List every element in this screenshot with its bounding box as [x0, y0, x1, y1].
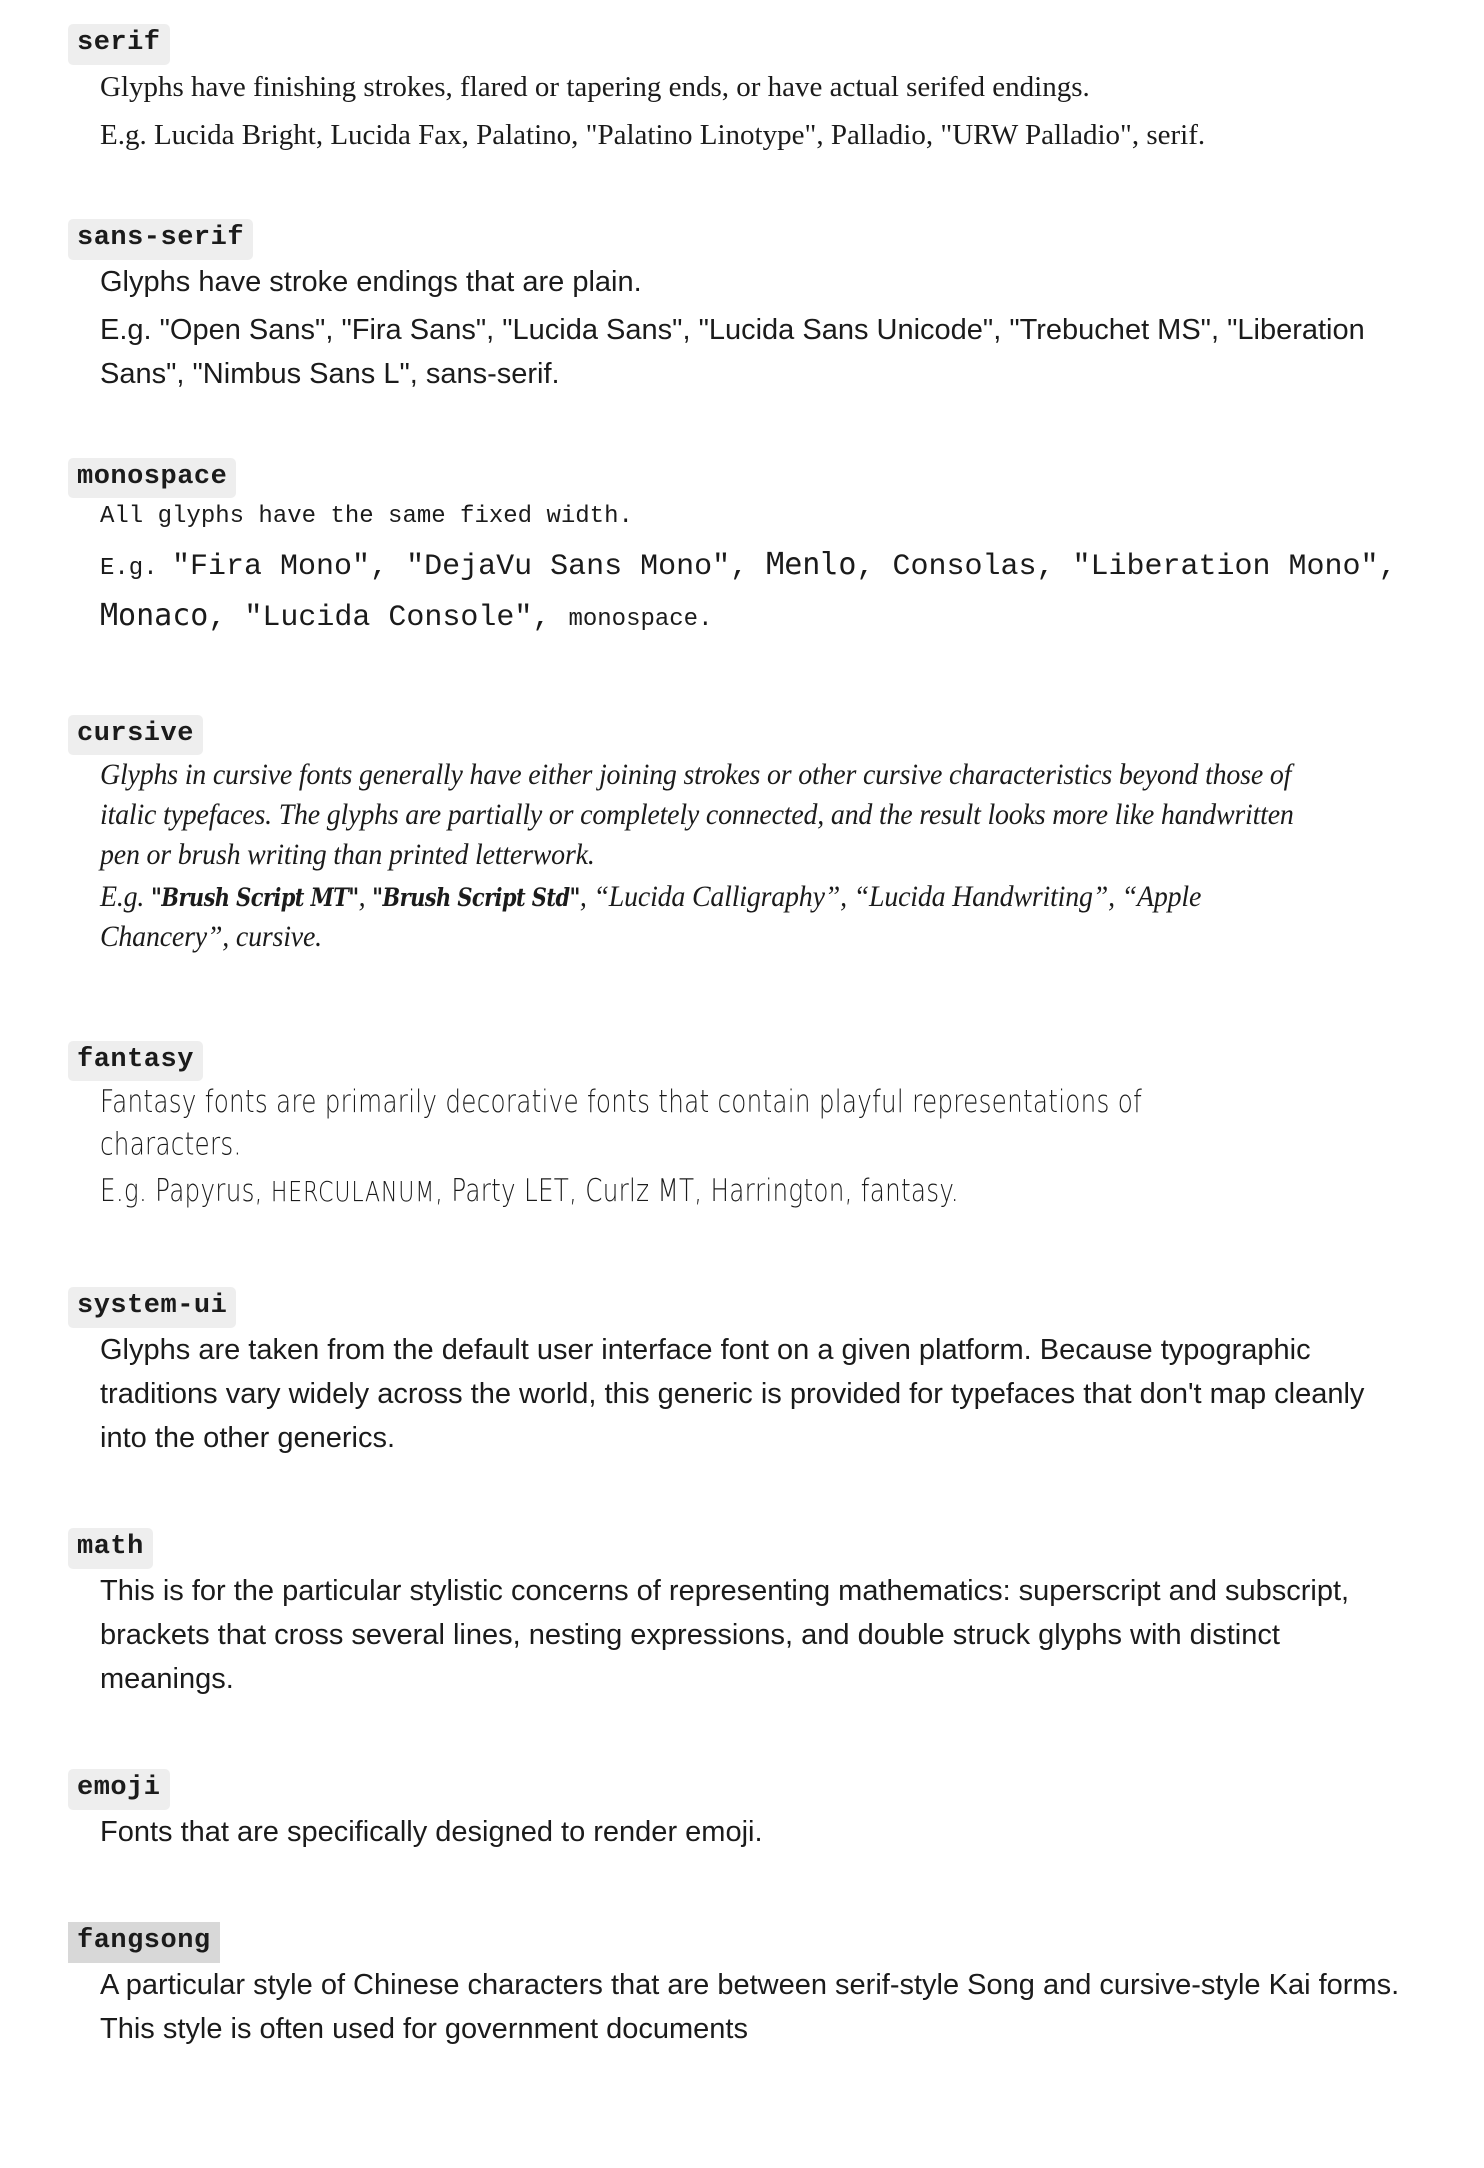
code-badge-emoji: emoji [68, 1769, 170, 1810]
term-emoji [0, 1745, 1484, 1810]
description-sans-serif [0, 260, 1400, 396]
code-badge-serif: serif [68, 24, 170, 65]
code-badge-sans-serif: sans-serif [68, 219, 253, 260]
fantasy-run-herculanum: HERCULANUM [270, 1176, 436, 1209]
term-serif [0, 0, 1484, 65]
math-definition-line: This is for the particular stylistic concerns of representing mathematics: superscript and subscript, brackets that cross several lines, nesting expressions, and double struck glyphs with distinct meanings. [100, 1574, 1350, 1695]
spacer [0, 1229, 1484, 1263]
mono-run-suffix: monospace. [568, 605, 713, 633]
description-fangsong [0, 1963, 1400, 2051]
mono-run-comma1: , [730, 550, 767, 585]
spacer [0, 185, 1484, 195]
serif-definition-line: Glyphs have finishing strokes, flared or tapering ends, or have actual serifed endings. [100, 70, 1090, 103]
section-sans-serif [0, 195, 1484, 424]
term-cursive [0, 691, 1484, 756]
fantasy-run-rest: , Party LET, Curlz MT, Harrington, fantasy. [435, 1172, 959, 1210]
spacer [0, 1484, 1484, 1504]
mono-run-comma3: , [1378, 550, 1397, 585]
monospace-examples-line [100, 541, 1400, 642]
spacer [0, 671, 1484, 691]
mono-run-monaco: Monaco [100, 597, 209, 633]
description-serif [0, 65, 1400, 157]
emoji-definition-line: Fonts that are specifically designed to render emoji. [100, 1815, 763, 1848]
cursive-text-wrap [100, 755, 1309, 956]
mono-run-menlo: Menlo [766, 547, 857, 583]
monospace-definition-line: All glyphs have the same fixed width. [100, 503, 633, 531]
cursive-run-brush-std: "Brush Script Std" [372, 882, 580, 912]
section-cursive [0, 691, 1484, 983]
code-badge-fantasy: fantasy [68, 1041, 203, 1082]
spacer [0, 983, 1484, 1017]
mono-run-lucida: "Lucida Console" [244, 600, 533, 635]
section-monospace [0, 434, 1484, 671]
spacer [0, 1725, 1484, 1745]
term-monospace [0, 434, 1484, 499]
code-badge-system-ui: system-ui [68, 1287, 236, 1328]
mono-run-comma2: , [856, 550, 893, 585]
fangsong-definition-line: A particular style of Chinese characters that are between serif-style Song and cursive-style Kai forms. This style is often used for government documents [100, 1968, 1400, 2045]
description-fantasy [0, 1081, 1400, 1210]
term-fantasy [0, 1017, 1484, 1082]
mono-run-comma4: , [208, 600, 245, 635]
description-system-ui [0, 1328, 1400, 1460]
code-badge-math: math [68, 1528, 153, 1569]
mono-run-consolas: Consolas, [892, 550, 1073, 585]
description-emoji [0, 1810, 1400, 1854]
section-math [0, 1504, 1484, 1725]
cursive-definition-line: Glyphs in cursive fonts generally have either joining strokes or other cursive characteristics beyond those of italic typefaces. The glyphs are partially or completely connected, and the result looks more like handwritten pen or brush writing than printed letterwork. [100, 758, 1294, 871]
term-system-ui [0, 1263, 1484, 1328]
fantasy-examples-line [100, 1171, 1244, 1213]
section-fangsong [0, 1898, 1484, 2075]
section-serif [0, 0, 1484, 185]
description-cursive [0, 755, 1400, 956]
system-ui-definition-line: Glyphs are taken from the default user interface font on a given platform. Because typographic traditions vary widely across the world, this generic is provided for typefaces that don't map cleanly into the other generics. [100, 1333, 1365, 1455]
code-badge-cursive: cursive [68, 715, 203, 756]
sans-serif-definition-line: Glyphs have stroke endings that are plain. [100, 265, 642, 298]
section-fantasy [0, 1017, 1484, 1230]
fantasy-definition-line: Fantasy fonts are primarily decorative fonts that contain playful representations of characters. [100, 1083, 1143, 1163]
serif-examples-line: E.g. Lucida Bright, Lucida Fax, Palatino, "Palatino Linotype", Palladio, "URW Palladio", serif. [100, 118, 1206, 151]
mono-run-dejavu: "DejaVu Sans Mono" [406, 550, 731, 585]
description-math [0, 1569, 1400, 1701]
fantasy-run-prefix: E.g. Papyrus, [100, 1172, 271, 1210]
code-badge-monospace: monospace [68, 458, 236, 499]
code-badge-fangsong: fangsong [68, 1922, 220, 1963]
mono-run-comma5: , [532, 600, 569, 635]
cursive-run-comma1: , [358, 879, 373, 913]
cursive-run-rest: , “Lucida Calligraphy”, “Lucida Handwriting”, “Apple Chancery”, cursive. [100, 879, 1202, 953]
mono-run-prefix: E.g. [100, 555, 173, 583]
fantasy-text-wrap [100, 1081, 1244, 1213]
term-math [0, 1504, 1484, 1569]
description-monospace [0, 498, 1400, 642]
term-fangsong [0, 1898, 1484, 1963]
spacer [0, 1878, 1484, 1898]
term-sans-serif [0, 195, 1484, 260]
spacer [0, 424, 1484, 434]
mono-run-fira: "Fira Mono", [172, 550, 407, 585]
cursive-run-prefix: E.g. [100, 879, 151, 913]
mono-run-liberation: "Liberation Mono" [1072, 550, 1379, 585]
cursive-examples-line [100, 877, 1309, 957]
cursive-run-brush-mt: "Brush Script MT" [150, 882, 359, 912]
section-emoji [0, 1745, 1484, 1878]
section-system-ui [0, 1263, 1484, 1484]
sans-serif-examples-line: E.g. "Open Sans", "Fira Sans", "Lucida Sans", "Lucida Sans Unicode", "Trebuchet MS", "Liberation Sans", "Nimbus Sans L", sans-serif. [100, 313, 1365, 390]
